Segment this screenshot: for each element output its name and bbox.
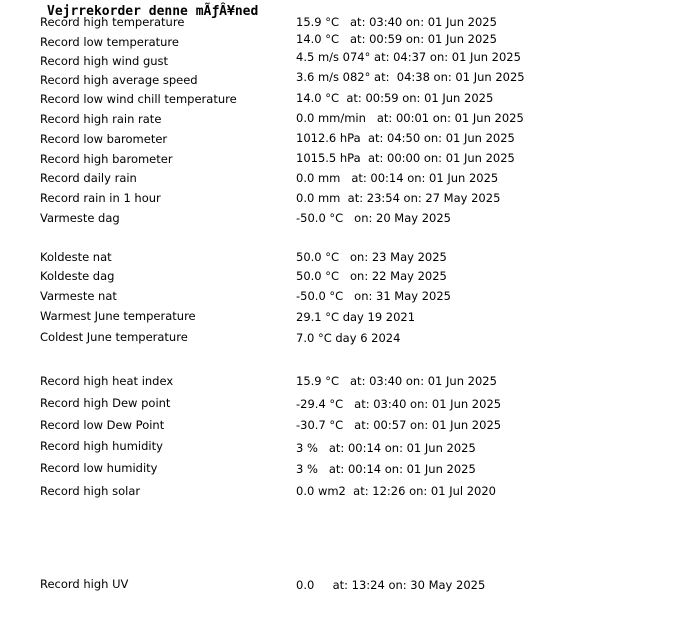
record-value-high-humidity: 3 % at: 00:14 on: 01 Jun 2025	[296, 441, 476, 455]
record-label-low-wind-chill: Record low wind chill temperature	[40, 92, 237, 106]
record-value-high-wind-gust: 4.5 m/s 074° at: 04:37 on: 01 Jun 2025	[296, 50, 521, 64]
record-label-varmeste-nat: Varmeste nat	[40, 289, 117, 303]
record-label-low-barometer: Record low barometer	[40, 132, 168, 146]
record-value-low-barometer: 1012.6 hPa at: 04:50 on: 01 Jun 2025	[296, 131, 515, 145]
record-label-high-barometer: Record high barometer	[40, 152, 173, 166]
record-value-low-wind-chill: 14.0 °C at: 00:59 on: 01 Jun 2025	[296, 91, 494, 105]
record-label-warmest-month: Warmest June temperature	[40, 309, 196, 323]
record-value-daily-rain: 0.0 mm at: 00:14 on: 01 Jun 2025	[296, 171, 499, 185]
record-value-high-rain-rate: 0.0 mm/min at: 00:01 on: 01 Jun 2025	[296, 111, 524, 125]
record-value-low-temperature: 14.0 °C at: 00:59 on: 01 Jun 2025	[296, 32, 497, 46]
record-value-high-solar: 0.0 wm2 at: 12:26 on: 01 Jul 2020	[296, 484, 497, 498]
record-label-koldeste-dag: Koldeste dag	[40, 269, 115, 283]
record-label-high-temperature: Record high temperature	[40, 15, 185, 29]
record-label-high-dew-point: Record high Dew point	[40, 396, 171, 410]
record-label-daily-rain: Record daily rain	[40, 171, 137, 185]
record-label-varmeste-dag: Varmeste dag	[40, 211, 120, 225]
record-label-high-humidity: Record high humidity	[40, 439, 163, 453]
record-label-rain-1-hour: Record rain in 1 hour	[40, 191, 161, 205]
record-value-low-dew-point: -30.7 °C at: 00:57 on: 01 Jun 2025	[296, 418, 502, 432]
record-label-low-temperature: Record low temperature	[40, 35, 179, 49]
record-label-koldeste-nat: Koldeste nat	[40, 250, 112, 264]
record-value-high-heat-index: 15.9 °C at: 03:40 on: 01 Jun 2025	[296, 374, 497, 388]
page-title: Vejrrekorder denne mÃƒÂ¥ned	[47, 4, 259, 19]
record-label-high-wind-gust: Record high wind gust	[40, 54, 169, 68]
record-value-high-dew-point: -29.4 °C at: 03:40 on: 01 Jun 2025	[296, 397, 502, 411]
record-label-high-average-speed: Record high average speed	[40, 73, 198, 87]
record-value-coldest-month: 7.0 °C day 6 2024	[296, 331, 401, 345]
record-value-koldeste-dag: 50.0 °C on: 22 May 2025	[296, 269, 447, 283]
record-value-rain-1-hour: 0.0 mm at: 23:54 on: 27 May 2025	[296, 191, 501, 205]
record-label-low-dew-point: Record low Dew Point	[40, 418, 165, 432]
record-value-high-average-speed: 3.6 m/s 082° at: 04:38 on: 01 Jun 2025	[296, 70, 525, 84]
record-value-koldeste-nat: 50.0 °C on: 23 May 2025	[296, 250, 447, 264]
record-value-varmeste-nat: -50.0 °C on: 31 May 2025	[296, 289, 451, 303]
record-label-high-heat-index: Record high heat index	[40, 374, 174, 388]
record-value-varmeste-dag: -50.0 °C on: 20 May 2025	[296, 211, 451, 225]
record-value-high-barometer: 1015.5 hPa at: 00:00 on: 01 Jun 2025	[296, 151, 515, 165]
record-value-high-uv: 0.0 at: 13:24 on: 30 May 2025	[296, 578, 486, 592]
record-value-warmest-month: 29.1 °C day 19 2021	[296, 310, 416, 324]
record-label-high-uv: Record high UV	[40, 577, 129, 591]
record-value-low-humidity: 3 % at: 00:14 on: 01 Jun 2025	[296, 462, 476, 476]
record-label-high-rain-rate: Record high rain rate	[40, 112, 162, 126]
record-label-low-humidity: Record low humidity	[40, 461, 158, 475]
record-value-high-temperature: 15.9 °C at: 03:40 on: 01 Jun 2025	[296, 15, 497, 29]
record-label-high-solar: Record high solar	[40, 484, 141, 498]
record-label-coldest-month: Coldest June temperature	[40, 330, 188, 344]
